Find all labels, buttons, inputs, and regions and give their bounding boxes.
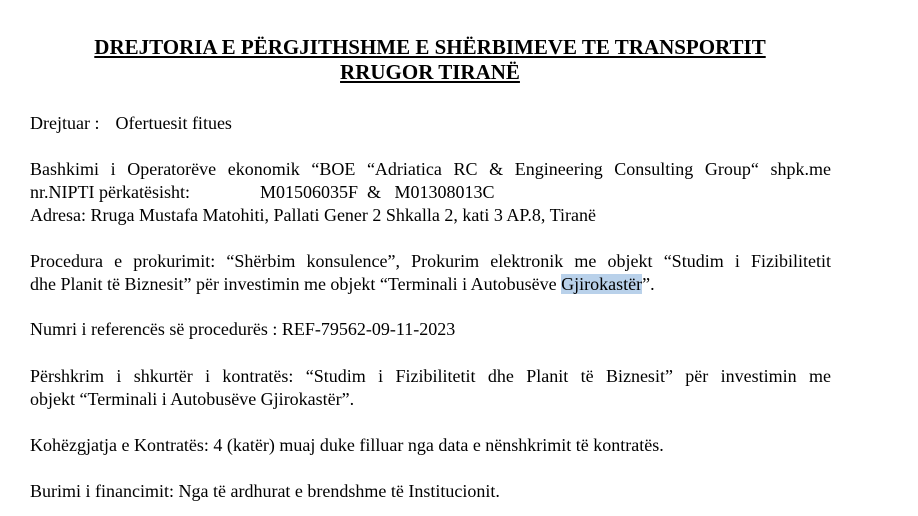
operator-address: Adresa: Rruga Mustafa Matohiti, Pallati Gener 2 Shkalla 2, kati 3 AP.8, Tiranë bbox=[30, 205, 596, 225]
recipient-value: Ofertuesit fitues bbox=[115, 113, 232, 133]
procedure-line-2 bbox=[30, 273, 655, 295]
document-title-line-1: DREJTORIA E PËRGJITHSHME E SHËRBIMEVE TE TRANSPORTIT bbox=[94, 35, 766, 59]
nipt-label: nr.NIPTI përkatësisht: bbox=[30, 182, 190, 202]
description-line-2: objekt “Terminali i Autobusëve Gjirokastër”. bbox=[30, 389, 355, 409]
nipt-value-1: M01506035F bbox=[259, 182, 358, 202]
document-title-line-2: RRUGOR TIRANË bbox=[340, 60, 520, 84]
procedure-line-2-end: ”. bbox=[642, 274, 655, 294]
financing-source: Burimi i financimit: Nga të ardhurat e brendshme të Institucionit. bbox=[30, 481, 500, 501]
operator-line-1: Bashkimi i Operatorëve ekonomik “BOE “Adriatica RC & Engineering Consulting Group“ shpk.me bbox=[30, 159, 831, 179]
nipt-separator: & bbox=[367, 182, 382, 202]
procedure-line-1: Procedura e prokurimit: “Shërbim konsulence”, Prokurim elektronik me objekt “Studim i Fizibilitetit bbox=[30, 251, 831, 271]
recipient-line bbox=[30, 112, 232, 134]
procedure-line-2-text: dhe Planit të Biznesit” për investimin me objekt “Terminali i Autobusëve bbox=[30, 274, 562, 294]
contract-duration: Kohëzgjatja e Kontratës: 4 (katër) muaj duke filluar nga data e nënshkrimit të kontratës. bbox=[30, 435, 664, 455]
selected-text-highlight[interactable]: Gjirokastër bbox=[561, 274, 643, 294]
operator-nipt-line bbox=[30, 181, 495, 203]
nipt-value-2: M01308013C bbox=[394, 182, 495, 202]
reference-number: Numri i referencës së procedurës : REF-79562-09-11-2023 bbox=[30, 319, 456, 339]
recipient-label: Drejtuar : bbox=[30, 113, 100, 133]
description-line-1: Përshkrim i shkurtër i kontratës: “Studim i Fizibilitetit dhe Planit të Biznesit” për investimin me bbox=[30, 366, 831, 386]
